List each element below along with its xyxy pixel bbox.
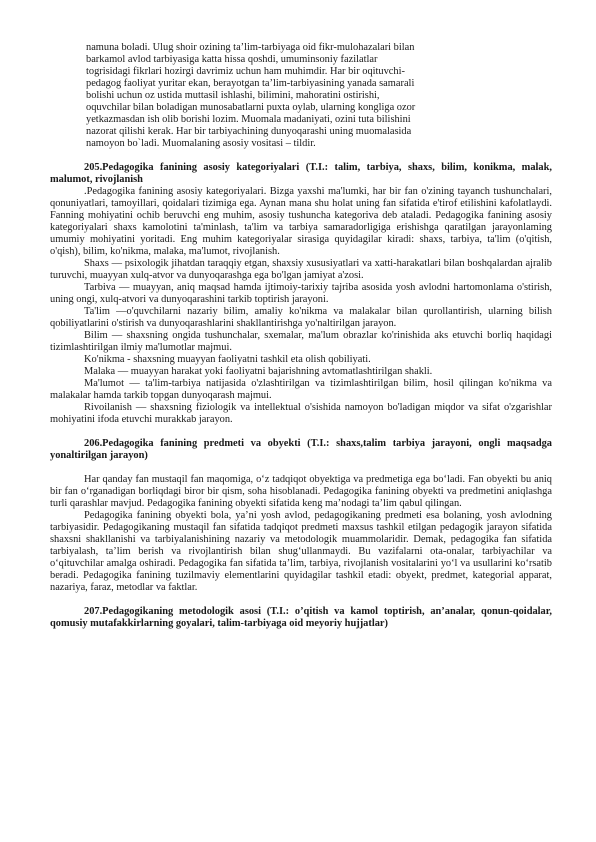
section-205-paragraph: Malaka — muayyan harakat yoki faoliyatni bajarishning avtomatlashtirilgan shakli. — [84, 366, 433, 377]
intro-line: nazorat qilishi kerak. Har bir tarbiyachining dunyoqarashi uning muomalasida — [86, 126, 412, 137]
intro-block — [86, 42, 481, 150]
section-206-paragraph: Har qanday fan mustaqil fan maqomiga, o‘z tadqiqot obyektiga va predmetiga ega bo‘ladi. Fan obyekti bu aniq bir fan o‘rganadigan borliqdagi biror bir qism, soha hisoblanadi. Pedagogika fanining obyekti va predmetini aniqlashga turli qarashlar mavjud. Pedagogika fanining obyekti sifatida keng ma’nodagi ta’lim qabul qilingan. — [50, 474, 552, 509]
section-205-paragraph: .Pedagogika fanining asosiy kategoriyalari. Bizga yaxshi ma'lumki, har bir fan o'zining tayanch tushunchalari, qonuniyatlari, tamoyillari, qoidalari tizimiga ega. Aynan mana shu holat uning fan sifatida e'tirof etilishini kafolatlaydi. Fanning mohiyatini ochib beruvchi eng muhim, asosiy tushuncha kategoriva deb ataladi. Pedagogika fanining asosiy kategoriyalari shaxs kamolotini ta'minlash, ta'lim va tarbiya samaradorligiga erishishga qaratilgan jarayonlaming umumiy mohiyatini yoritadi. Eng muhim kategoriyalar sirasiga quyidagilar kiradi: shaxs, tarbiya, ta'lim (o'qitish, o'qish), bilim, ko'nikma, malaka, ma'lumot, rivojlanish. — [50, 186, 552, 257]
intro-line: barkamol avlod tarbiyasiga katta hissa qoshdi, umuminsoniy fazilatlar — [86, 54, 378, 65]
intro-line: bolishi uchun oz ustida muttasil ishlashi, bilimini, mahoratini ostirishi, — [86, 90, 380, 101]
intro-line: yetkazmasdan ish olib borishi lozim. Muomala madaniyati, ozini tuta bilishini — [86, 114, 411, 125]
section-206-paragraph: Pedagogika fanining obyekti bola, ya’ni yosh avlod, pedagogikaning predmeti esa bolaning, yosh avlodning tarbiyasidir. Pedagogikaning mustaqil fan sifatida tadqiqot predmeti maxsus tashkil etilgan pedagogik jarayon sifatida shaxsni shakllanishi va tarbiyalanishining nazariy va metodologik muammolaridir. Demak, pedagogika fan sifatida tarbiyalash, ta’lim berish va rivojlantirish bilan shug‘ullanmaydi. Bu vazifalarni ota-onalar, tarbiyachilar va o‘qituvchilar amalga oshiradi. Pedagogika fan sifatida ta’lim, tarbiya, rivojlanish vositalarini yo‘l va usullarini ko‘rsatib beradi. Pedagogika fanining tuzilmaviy elementlarini quyidagilar tashkil etadi: obyekt, predmet, kategorial apparat, nazariya, faraz, metodlar va faktlar. — [50, 510, 552, 593]
intro-line: pedagog faoliyat yuritar ekan, berayotgan ta’lim-tarbiyasining yanada samarali — [86, 78, 415, 89]
intro-line: togrisidagi fikrlari hozirgi davrimiz uchun ham muhimdir. Har bir oqituvchi- — [86, 66, 405, 77]
intro-line: namuna boladi. Ulug shoir ozining ta’lim-tarbiyaga oid fikr-mulohazalari bilan — [86, 42, 415, 53]
section-206-heading: 206.Pedagogika fanining predmeti va obyekti (T.I.: shaxs,talim tarbiya jarayoni, ongli maqsadga yonaltirilgan jarayon) — [50, 438, 552, 461]
section-205-paragraph: Bilim — shaxsning ongida tushunchalar, sxemalar, ma'lum obrazlar ko'rinishida aks etuvchi borliq haqidagi tizimlashtirilgan ilmiy ma'lumotlar majmui. — [50, 330, 552, 353]
section-207-heading: 207.Pedagogikaning metodologik asosi (T.I.: o’qitish va kamol toptirish, an’analar, qonun-qoidalar, qomusiy mutafakkirlarning goyalari, talim-tarbiyaga oid meyoriy hujjatlar) — [50, 606, 552, 629]
section-205-paragraph: Shaxs — psixologik jihatdan taraqqiy etgan, shaxsiy xususiyatlari va xatti-harakatlari bilan boshqalardan ajralib turuvchi, muayyan xulq-atvor va dunyoqarashga ega bo'lgan jamiyat a'zosi. — [50, 258, 552, 281]
section-205-paragraph: Ko'nikma - shaxsning muayyan faoliyatni tashkil eta olish qobiliyati. — [84, 354, 371, 365]
document-body — [50, 42, 552, 630]
section-205-paragraph: Ta'lim —o'quvchilarni nazariy bilim, amaliy ko'nikma va malakalar bilan qurollantirish, ularning bilish qobiliyatlarini o'stirish va dunyoqarashlarini shakllantirishga yo'naltirilgan jarayon. — [50, 306, 552, 329]
section-205-heading: 205.Pedagogika fanining asosiy kategoriyalari (T.I.: talim, tarbiya, shaxs, bilim, konikma, malak, malumot, rivojlanish — [50, 162, 552, 185]
intro-line: namoyon bo`ladi. Muomalaning asosiy vositasi – tildir. — [86, 138, 316, 149]
section-205-paragraph: Rivoilanish — shaxsning fiziologik va intellektual o'sishida namoyon bo'ladigan miqdor va sifat o'zgarishlar mohiyatini ifoda etuvchi murakkab jarayon. — [50, 402, 552, 425]
intro-line: oquvchilar bilan boladigan munosabatlarni puxta oylab, ularning kongliga ozor — [86, 102, 416, 113]
section-205-paragraph: Ma'lumot — ta'lim-tarbiya natijasida o'zlashtirilgan va tizimlashtirilgan bilim, hosil qilingan ko'nikma va malakalar hamda tarkib topgan dunyoqarash majmui. — [50, 378, 552, 401]
section-205-paragraph: Tarbiva — muayyan, aniq maqsad hamda ijtimoiy-tarixiy tajriba asosida yosh avlodni hartomonlama o'stirish, uning ongi, xulq-atvori va dunyoqarashini tarkib toptirish jarayoni. — [50, 282, 552, 305]
